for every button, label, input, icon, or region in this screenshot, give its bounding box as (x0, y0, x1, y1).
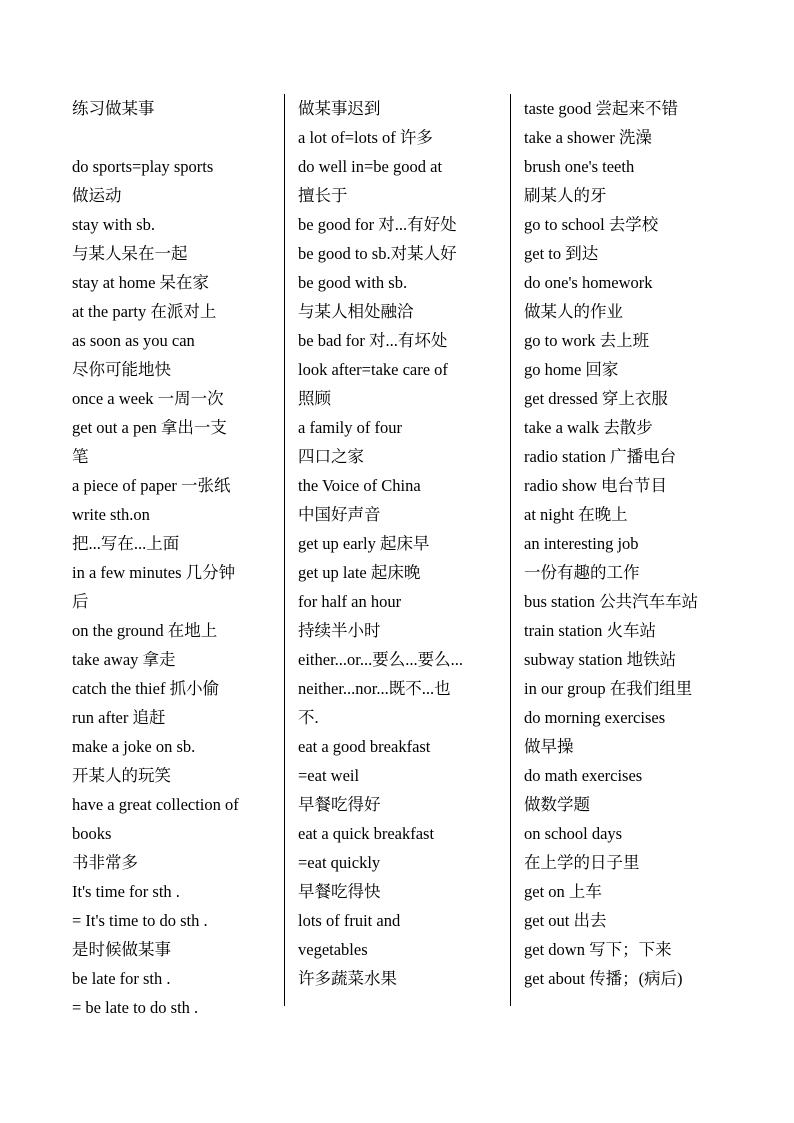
vocab-line: do well in=be good at (298, 157, 443, 176)
vocab-line: do one's homework (524, 273, 653, 292)
vocab-line: 一份有趣的工作 (524, 563, 640, 582)
vocab-line: at night 在晚上 (524, 505, 628, 524)
vocab-line: books (72, 824, 112, 843)
vocab-line: in our group 在我们组里 (524, 679, 693, 698)
vocab-line: on the ground 在地上 (72, 621, 218, 640)
vocab-line: 刷某人的牙 (524, 186, 607, 205)
vocab-line: neither...nor...既不...也 (298, 679, 451, 698)
vocab-line: 不. (298, 708, 319, 727)
vocab-line: 照顾 (298, 389, 331, 408)
vocab-line: =eat quickly (298, 853, 381, 872)
vocab-line: 在上学的日子里 (524, 853, 640, 872)
vocab-line: a lot of=lots of 许多 (298, 128, 433, 147)
vocab-line: look after=take care of (298, 360, 448, 379)
vocab-line: get up early 起床早 (298, 534, 430, 553)
vocab-line: go to work 去上班 (524, 331, 650, 350)
vocab-line: 笔 (72, 447, 89, 466)
vocab-column-1 (72, 94, 282, 1022)
vocab-line: catch the thief 抓小偷 (72, 679, 220, 698)
vocab-line: get dressed 穿上衣服 (524, 389, 668, 408)
vocab-line: 尽你可能地快 (72, 360, 171, 379)
vocab-line: 练习做某事 (72, 99, 155, 118)
vocab-line: make a joke on sb. (72, 737, 196, 756)
vocab-line: 与某人呆在一起 (72, 244, 188, 263)
vocab-line (72, 123, 282, 152)
vocab-line: as soon as you can (72, 331, 195, 350)
vocab-line: eat a good breakfast (298, 737, 431, 756)
vocab-line: 做某人的作业 (524, 302, 623, 321)
vocab-line: 后 (72, 592, 89, 611)
vocab-line: take a walk 去散步 (524, 418, 653, 437)
vocab-line: stay at home 呆在家 (72, 273, 210, 292)
vocab-line: stay with sb. (72, 215, 155, 234)
vocab-line: go home 回家 (524, 360, 619, 379)
vocab-line: run after 追赶 (72, 708, 166, 727)
vocab-line: bus station 公共汽车车站 (524, 592, 699, 611)
vocab-line: 把...写在...上面 (72, 534, 180, 553)
vocab-line: do math exercises (524, 766, 643, 785)
vocab-line: be good to sb.对某人好 (298, 244, 457, 263)
vocab-line: vegetables (298, 940, 368, 959)
vocab-line: = It's time to do sth . (72, 911, 208, 930)
vocab-line: be bad for 对...有坏处 (298, 331, 448, 350)
vocab-line: lots of fruit and (298, 911, 401, 930)
vocab-line: be good with sb. (298, 273, 408, 292)
vocab-line: be late for sth . (72, 969, 171, 988)
vocab-column-2 (298, 94, 508, 993)
vocab-line: 擅长于 (298, 186, 348, 205)
vocab-line: have a great collection of (72, 795, 239, 814)
vocab-line: radio show 电台节目 (524, 476, 667, 495)
vocab-line: be good for 对...有好处 (298, 215, 457, 234)
vocab-line: 中国好声音 (298, 505, 381, 524)
vocab-line: a piece of paper 一张纸 (72, 476, 231, 495)
vocab-line: get down 写下；下来 (524, 940, 672, 959)
vocab-line: get to 到达 (524, 244, 599, 263)
vocab-line: the Voice of China (298, 476, 421, 495)
vocab-line: 早餐吃得快 (298, 882, 381, 901)
vocab-line: either...or...要么...要么... (298, 650, 463, 669)
vocab-line: taste good 尝起来不错 (524, 99, 678, 118)
vocab-line: take away 拿走 (72, 650, 176, 669)
vocab-line: 做早操 (524, 737, 574, 756)
column-divider (284, 94, 285, 1006)
vocab-line: in a few minutes 几分钟 (72, 563, 236, 582)
vocab-column-3 (524, 94, 734, 993)
vocab-line: get out 出去 (524, 911, 607, 930)
vocab-line: an interesting job (524, 534, 639, 553)
vocab-line: radio station 广播电台 (524, 447, 677, 466)
vocab-line: subway station 地铁站 (524, 650, 677, 669)
vocab-line: 四口之家 (298, 447, 364, 466)
vocab-line: 持续半小时 (298, 621, 381, 640)
vocab-line: do sports=play sports (72, 157, 214, 176)
vocab-line: 早餐吃得好 (298, 795, 381, 814)
vocab-line: brush one's teeth (524, 157, 635, 176)
vocab-line: go to school 去学校 (524, 215, 659, 234)
vocab-line: at the party 在派对上 (72, 302, 217, 321)
vocab-line: 做数学题 (524, 795, 590, 814)
vocab-line: eat a quick breakfast (298, 824, 435, 843)
vocab-line: once a week 一周一次 (72, 389, 224, 408)
vocab-line: on school days (524, 824, 623, 843)
vocab-line: a family of four (298, 418, 403, 437)
vocab-line: get out a pen 拿出一支 (72, 418, 227, 437)
column-divider (510, 94, 511, 1006)
vocab-line: do morning exercises (524, 708, 666, 727)
vocab-line: get about 传播；(病后) (524, 969, 683, 988)
vocab-line: get up late 起床晚 (298, 563, 421, 582)
vocab-line: 书非常多 (72, 853, 138, 872)
vocab-line: get on 上车 (524, 882, 602, 901)
vocab-line: =eat weil (298, 766, 360, 785)
vocab-line: take a shower 洗澡 (524, 128, 652, 147)
vocab-line: 与某人相处融洽 (298, 302, 414, 321)
vocab-line: 是时候做某事 (72, 940, 171, 959)
vocab-line: for half an hour (298, 592, 402, 611)
vocab-line: 许多蔬菜水果 (298, 969, 397, 988)
vocab-line: train station 火车站 (524, 621, 656, 640)
vocab-line: It's time for sth . (72, 882, 180, 901)
vocab-line: write sth.on (72, 505, 150, 524)
vocab-line: 做运动 (72, 186, 122, 205)
vocab-line: 开某人的玩笑 (72, 766, 171, 785)
vocab-line: = be late to do sth . (72, 998, 199, 1017)
vocab-line: 做某事迟到 (298, 99, 381, 118)
